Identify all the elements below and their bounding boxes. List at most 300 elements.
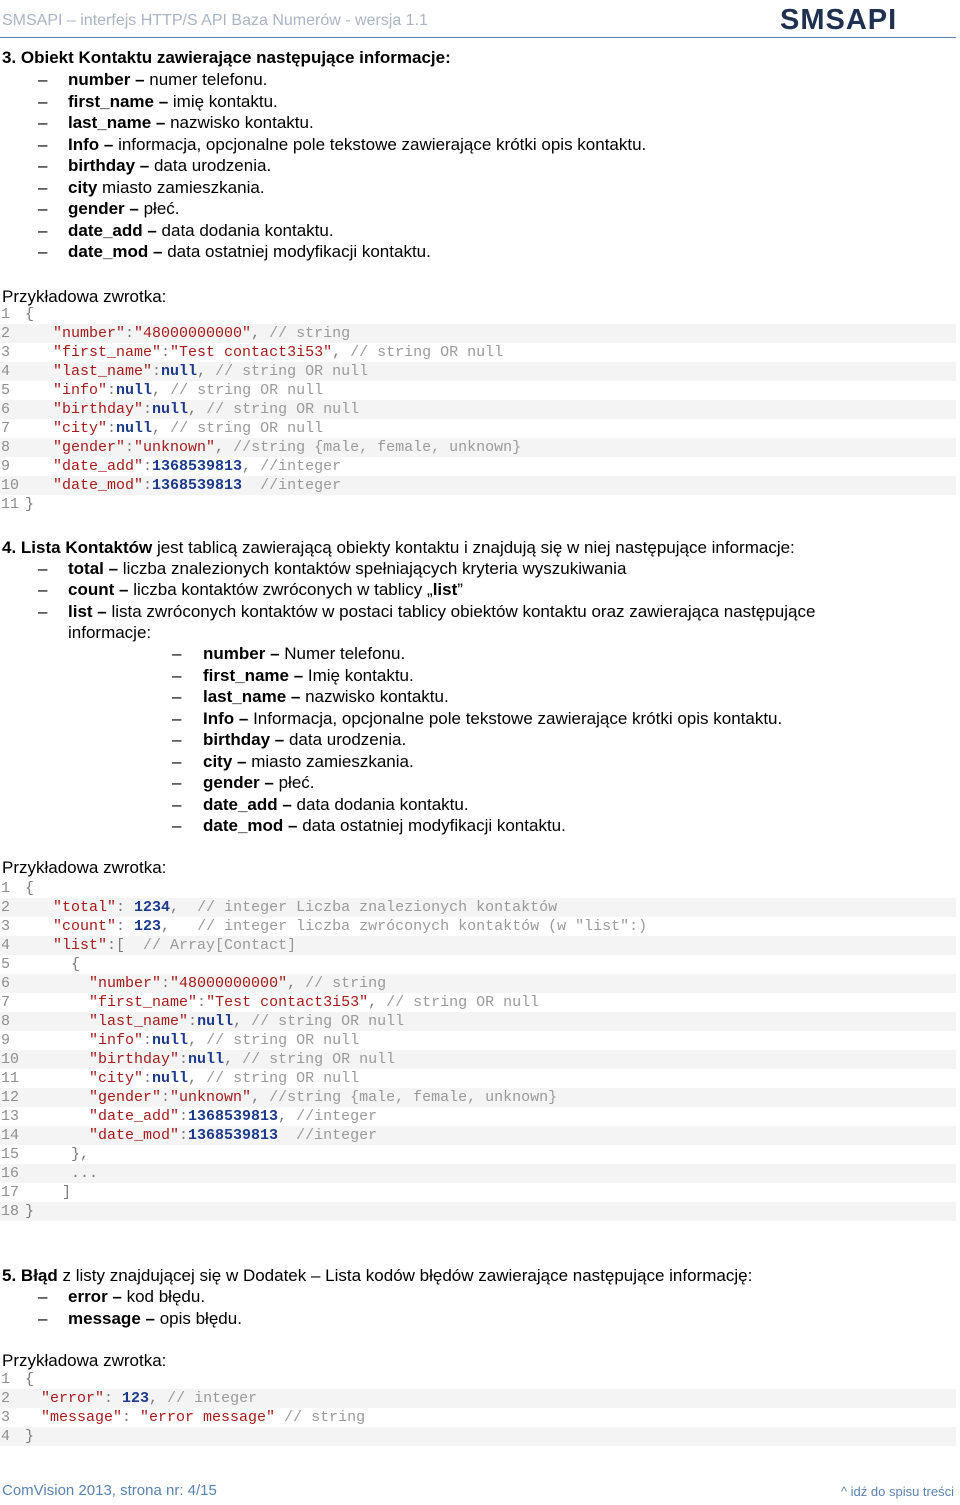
code-token: "48000000000" — [134, 325, 252, 342]
contact-field-item-separator: – — [265, 644, 285, 663]
code-token: , — [197, 363, 216, 380]
code-content — [25, 899, 557, 916]
contact-field-item-description: płeć. — [143, 199, 180, 218]
code-token: } — [25, 496, 35, 513]
code-line — [0, 381, 956, 400]
list-dash-marker: – — [172, 708, 182, 728]
list-dash-marker: – — [38, 242, 48, 261]
code-line — [0, 362, 956, 381]
toc-link[interactable]: ^ idź do spisu treści — [840, 1484, 954, 1499]
code-token: "unknown" — [170, 1089, 252, 1106]
code-token: //integer — [260, 477, 342, 494]
line-number: 4 — [1, 363, 11, 380]
contact-field-item-text — [203, 816, 566, 836]
code-token: , — [215, 439, 234, 456]
code-token: "number" — [53, 325, 126, 342]
contact-field-item-term: gender — [203, 773, 260, 792]
contact-field-item-description: miasto zamieszkania. — [102, 177, 265, 197]
code-token: : — [179, 1051, 189, 1068]
contact-field-item-term: last_name — [203, 687, 287, 706]
code-line — [0, 955, 956, 974]
code-content — [25, 325, 350, 342]
code-token: null — [188, 1051, 225, 1068]
contact-field-item-description: Informacja, opcjonalne pole tekstowe zawierające krótki opis kontaktu. — [253, 708, 783, 728]
code-token: "city" — [89, 1070, 144, 1087]
code-content — [25, 880, 34, 897]
code-content — [25, 1013, 404, 1030]
list-dash-marker: – — [172, 751, 182, 771]
code-token: , — [188, 1070, 207, 1087]
code-token: , — [368, 994, 387, 1011]
code-token: // string OR null — [206, 1070, 360, 1087]
contact-field-item-text — [68, 199, 180, 219]
contact-field-item-description: nazwisko kontaktu. — [170, 113, 314, 132]
section-3-example-label: Przykładowa zwrotka: — [2, 287, 167, 306]
code-line — [0, 1088, 956, 1107]
contact-field-item-description: imię kontaktu. — [172, 91, 278, 111]
contact-field-item-separator: – — [99, 134, 119, 154]
section-4-code-block — [0, 879, 956, 1222]
code-token: null — [152, 1032, 189, 1049]
contact-field-item-description: Numer telefonu. — [284, 644, 406, 663]
code-token: null — [152, 401, 189, 418]
list-dash-marker: – — [38, 1287, 48, 1306]
code-line — [0, 1408, 956, 1427]
list-dash-marker: – — [172, 644, 182, 663]
line-number: 9 — [1, 1032, 11, 1049]
contact-field-item-description: numer telefonu. — [149, 70, 268, 89]
line-number: 5 — [1, 382, 11, 399]
code-token: // string OR null — [251, 1013, 405, 1030]
list-dash-marker: – — [38, 199, 48, 218]
code-content — [25, 401, 359, 418]
code-token: null — [152, 1070, 189, 1087]
contact-field-item-term: city — [203, 751, 233, 771]
section-5-heading-term: Błąd — [20, 1266, 58, 1285]
list-dash-marker: – — [172, 730, 182, 749]
contact-field-item-term: number — [203, 644, 266, 663]
code-token: "birthday" — [53, 401, 144, 418]
contact-field-item-separator: – — [148, 242, 168, 261]
contact-field-item-term: date_add — [68, 220, 143, 240]
list-field-item-description: ” — [457, 580, 463, 600]
code-token: "city" — [53, 420, 108, 437]
code-token: // string OR null — [206, 401, 360, 418]
code-content — [25, 1371, 34, 1388]
contact-field-item-description: data urodzenia. — [288, 730, 407, 749]
code-line — [0, 1164, 956, 1183]
section-4-list-continuation: informacje: — [68, 623, 152, 642]
contact-field-item-term: date_mod — [68, 242, 149, 261]
code-token: "error" — [41, 1390, 105, 1407]
code-token: "error message" — [140, 1409, 276, 1426]
code-token: , — [233, 1013, 252, 1030]
contact-field-item-separator: – — [234, 708, 254, 728]
code-content — [25, 1428, 34, 1445]
code-token: "total" — [53, 899, 117, 916]
code-token: "number" — [89, 975, 162, 992]
contact-field-item-description: miasto zamieszkania. — [251, 751, 414, 771]
list-dash-marker: – — [38, 601, 48, 621]
code-token: "list" — [53, 937, 108, 954]
code-content — [25, 1108, 377, 1125]
line-number: 16 — [1, 1165, 20, 1182]
code-token: { — [25, 880, 35, 897]
list-dash-marker: – — [38, 559, 48, 578]
code-token: ] — [53, 1184, 72, 1201]
code-token — [53, 1032, 89, 1049]
code-token: , — [287, 975, 306, 992]
contact-field-item-term: city — [68, 177, 98, 197]
contact-field-item-text — [68, 70, 267, 90]
code-token: 1368539813 — [152, 477, 243, 494]
error-field-item-term: error — [68, 1287, 108, 1306]
contact-field-item-text — [68, 113, 314, 133]
code-token: //integer — [260, 458, 342, 475]
contact-field-item-text — [203, 795, 469, 815]
section-4-heading-number: 4. — [2, 538, 17, 557]
contact-field-item-term: date_mod — [203, 816, 284, 835]
error-field-item-separator: – — [140, 1308, 160, 1328]
line-number: 11 — [1, 1070, 20, 1087]
code-token: }, — [53, 1146, 90, 1163]
code-token: , — [332, 344, 351, 361]
code-content — [25, 937, 296, 954]
error-field-item-description: opis błędu. — [159, 1308, 242, 1328]
code-token: "unknown" — [134, 439, 216, 456]
code-token — [242, 477, 260, 494]
code-line — [0, 1069, 956, 1088]
code-line — [0, 1183, 956, 1202]
section-5-code-block — [0, 1370, 956, 1447]
contact-field-item-description: płeć. — [278, 773, 315, 792]
code-content — [25, 1051, 395, 1068]
list-dash-marker: – — [172, 794, 182, 814]
code-token: 1234 — [134, 899, 171, 916]
code-token: , — [224, 1051, 243, 1068]
code-content — [25, 918, 647, 935]
code-content — [25, 975, 386, 992]
code-line — [0, 400, 956, 419]
code-token: 123 — [134, 918, 162, 935]
code-token — [53, 1013, 89, 1030]
error-field-item-text — [68, 1309, 242, 1329]
code-token: , — [161, 918, 198, 935]
code-token: null — [116, 382, 153, 399]
code-token: "date_mod" — [89, 1127, 180, 1144]
code-content — [25, 439, 521, 456]
code-token: // string OR null — [170, 420, 324, 437]
code-content — [25, 363, 368, 380]
contact-field-item-text — [68, 156, 271, 176]
code-line — [0, 1126, 956, 1145]
code-line — [0, 1107, 956, 1126]
contact-field-item-separator: – — [142, 220, 162, 240]
section-3-code-block — [0, 305, 956, 515]
error-field-item-separator: – — [107, 1287, 127, 1306]
code-token: : — [197, 994, 207, 1011]
code-token: // integer — [167, 1390, 258, 1407]
code-token: , — [251, 325, 270, 342]
code-line — [0, 476, 956, 495]
section-4-example-label: Przykładowa zwrotka: — [2, 858, 167, 877]
code-content — [25, 496, 34, 513]
code-line — [0, 898, 956, 917]
code-token: null — [116, 420, 153, 437]
contact-field-item-term: Info — [203, 708, 235, 728]
code-token: "info" — [89, 1032, 144, 1049]
line-number: 2 — [1, 1390, 11, 1407]
code-token: //integer — [296, 1127, 378, 1144]
code-token: //string {male, female, unknown} — [269, 1089, 558, 1106]
contact-field-item-text — [68, 242, 431, 262]
list-field-item-description: liczba kontaktów zwróconych w tablicy „ — [133, 580, 433, 600]
code-line — [0, 917, 956, 936]
code-token: "Test contact3i53" — [206, 994, 369, 1011]
contact-field-item-text — [203, 730, 406, 750]
list-dash-marker: – — [38, 134, 48, 154]
code-token: "info" — [53, 382, 108, 399]
code-token: { — [25, 1371, 35, 1388]
code-content — [25, 1146, 89, 1163]
document-header-title: SMSAPI – interfejs HTTP/S API Baza Numerów - wersja 1.1 — [2, 12, 428, 29]
header-divider — [0, 37, 956, 38]
code-content — [25, 306, 34, 323]
code-token: // Array[Contact] — [143, 937, 297, 954]
contact-field-item-description: data ostatniej modyfikacji kontaktu. — [167, 242, 431, 261]
code-token — [53, 994, 89, 1011]
list-dash-marker: – — [38, 156, 48, 175]
line-number: 5 — [1, 956, 11, 973]
contact-field-item-separator: – — [288, 665, 308, 685]
contact-field-item-separator: – — [153, 91, 173, 111]
code-token: : — [116, 899, 135, 916]
line-number: 8 — [1, 1013, 11, 1030]
code-token: { — [25, 306, 35, 323]
list-field-item-separator: – — [103, 559, 123, 578]
line-number: 7 — [1, 994, 11, 1011]
contact-field-item-text — [203, 752, 414, 772]
contact-field-item-description: Imię kontaktu. — [307, 665, 414, 685]
code-content — [25, 382, 323, 399]
line-number: 3 — [1, 918, 11, 935]
code-line — [0, 1370, 956, 1389]
code-token — [278, 1127, 296, 1144]
code-line — [0, 1050, 956, 1069]
code-token: // string OR null — [170, 382, 324, 399]
code-token: { — [53, 956, 81, 973]
contact-field-item-separator: – — [124, 199, 144, 218]
code-token: 1368539813 — [188, 1127, 279, 1144]
line-number: 13 — [1, 1108, 20, 1125]
section-5-heading-rest: z listy znajdującej się w Dodatek – Lista kodów błędów zawierające następujące informację: — [57, 1266, 753, 1285]
code-line — [0, 495, 956, 514]
code-line — [0, 1389, 956, 1408]
code-content — [25, 1409, 365, 1426]
code-token: "Test contact3i53" — [170, 344, 333, 361]
contact-field-item-description: data dodania kontaktu. — [296, 794, 469, 814]
code-content — [25, 1390, 257, 1407]
code-line — [0, 1427, 956, 1446]
code-token: //integer — [296, 1108, 378, 1125]
contact-field-item-separator: – — [259, 773, 279, 792]
code-token: "message" — [41, 1409, 123, 1426]
line-number: 4 — [1, 937, 11, 954]
line-number: 7 — [1, 420, 11, 437]
contact-field-item-text — [203, 666, 414, 686]
code-token — [53, 1127, 89, 1144]
code-token: "last_name" — [53, 363, 153, 380]
list-field-item-text — [68, 602, 815, 622]
code-content — [25, 1184, 71, 1201]
list-dash-marker: – — [38, 1308, 48, 1328]
list-dash-marker: – — [172, 687, 182, 706]
list-field-item-term: total — [68, 559, 104, 578]
contact-field-item-term: first_name — [68, 91, 154, 111]
contact-field-item-separator: – — [270, 730, 289, 749]
code-content — [25, 420, 323, 437]
code-token: : — [107, 420, 117, 437]
code-token: : — [122, 1409, 141, 1426]
code-line — [0, 974, 956, 993]
code-token: : — [179, 1127, 189, 1144]
line-number: 1 — [1, 880, 11, 897]
code-content — [25, 344, 503, 361]
code-token: "gender" — [89, 1089, 162, 1106]
line-number: 8 — [1, 439, 11, 456]
code-line — [0, 993, 956, 1012]
contact-field-item-term: first_name — [203, 665, 289, 685]
code-line — [0, 438, 956, 457]
contact-field-item-separator: – — [286, 687, 306, 706]
error-field-item-term: message — [68, 1308, 141, 1328]
line-number: 9 — [1, 458, 11, 475]
contact-field-item-text — [68, 221, 334, 241]
code-content — [25, 1089, 557, 1106]
code-token: ... — [53, 1165, 99, 1182]
code-content — [25, 1203, 34, 1220]
contact-field-item-text — [68, 135, 646, 155]
contact-field-item-description: nazwisko kontaktu. — [305, 687, 449, 706]
code-token — [275, 1409, 284, 1426]
line-number: 2 — [1, 325, 11, 342]
code-token: : — [143, 477, 153, 494]
line-number: 1 — [1, 306, 11, 323]
code-token: , — [188, 1032, 207, 1049]
section-4-heading-term: Lista Kontaktów — [20, 538, 153, 557]
code-line — [0, 324, 956, 343]
code-token: "date_add" — [53, 458, 144, 475]
code-token: "date_add" — [89, 1108, 180, 1125]
code-token: "48000000000" — [170, 975, 288, 992]
list-field-item-text — [68, 580, 463, 600]
code-token: "first_name" — [89, 994, 198, 1011]
code-token — [53, 1108, 89, 1125]
list-dash-marker: – — [172, 665, 182, 685]
code-line — [0, 1145, 956, 1164]
code-token: // string OR null — [242, 1051, 396, 1068]
code-token: 1368539813 — [152, 458, 243, 475]
code-token: // string OR null — [350, 344, 504, 361]
list-dash-marker: – — [38, 91, 48, 111]
code-token: : — [143, 458, 153, 475]
code-token: : — [104, 1390, 123, 1407]
list-field-item-term: list — [68, 601, 93, 621]
code-token: , — [149, 1390, 168, 1407]
section-5-heading — [2, 1266, 752, 1286]
code-token: // string — [284, 1409, 366, 1426]
code-content — [25, 1165, 98, 1182]
code-content — [25, 1127, 377, 1144]
contact-field-item-term: birthday — [68, 156, 136, 175]
contact-field-item-text — [68, 92, 278, 112]
code-token: : — [161, 1089, 171, 1106]
code-line — [0, 1202, 956, 1221]
code-token: , — [152, 420, 171, 437]
contact-field-item-term: birthday — [203, 730, 271, 749]
code-content — [25, 477, 341, 494]
code-content — [25, 994, 539, 1011]
list-field-item-separator: – — [92, 601, 112, 621]
code-token: "first_name" — [53, 344, 162, 361]
code-token: "gender" — [53, 439, 126, 456]
code-token: : — [188, 1013, 198, 1030]
section-4-heading — [2, 538, 795, 558]
list-field-item-term: count — [68, 580, 115, 600]
line-number: 17 — [1, 1184, 20, 1201]
line-number: 10 — [1, 1051, 20, 1068]
code-line — [0, 1031, 956, 1050]
section-5-example-label: Przykładowa zwrotka: — [2, 1351, 167, 1370]
line-number: 2 — [1, 899, 11, 916]
code-token: 123 — [122, 1390, 150, 1407]
code-token — [53, 1051, 89, 1068]
contact-field-item-term: number — [68, 70, 131, 89]
code-token: //string {male, female, unknown} — [233, 439, 522, 456]
code-content — [25, 458, 341, 475]
list-dash-marker: – — [172, 773, 182, 792]
line-number: 11 — [1, 496, 20, 513]
line-number: 3 — [1, 1409, 11, 1426]
code-token: // string OR null — [206, 1032, 360, 1049]
code-token: "count" — [53, 918, 117, 935]
line-number: 12 — [1, 1089, 20, 1106]
line-number: 4 — [1, 1428, 11, 1445]
contact-field-item-term: date_add — [203, 794, 278, 814]
list-dash-marker: – — [38, 177, 48, 197]
code-token: , — [152, 382, 171, 399]
code-token: // string — [269, 325, 351, 342]
code-token: : — [143, 401, 153, 418]
code-line — [0, 419, 956, 438]
code-token: : — [179, 1108, 189, 1125]
code-content — [25, 956, 80, 973]
contact-field-item-description: data ostatniej modyfikacji kontaktu. — [302, 816, 566, 835]
footer-page-info: ComVision 2013, strona nr: 4/15 — [2, 1482, 217, 1499]
code-token: , — [242, 458, 261, 475]
code-line — [0, 457, 956, 476]
code-token — [53, 975, 89, 992]
contact-field-item-description: data urodzenia. — [153, 156, 272, 175]
code-token: "date_mod" — [53, 477, 144, 494]
code-token: :[ — [107, 937, 144, 954]
contact-field-item-separator: – — [283, 816, 303, 835]
contact-field-item-term: gender — [68, 199, 125, 218]
section-3-heading: 3. Obiekt Kontaktu zawierające następujące informacje: — [2, 48, 451, 67]
contact-field-item-term: last_name — [68, 113, 152, 132]
code-token: : — [125, 439, 135, 456]
code-token: "last_name" — [89, 1013, 189, 1030]
